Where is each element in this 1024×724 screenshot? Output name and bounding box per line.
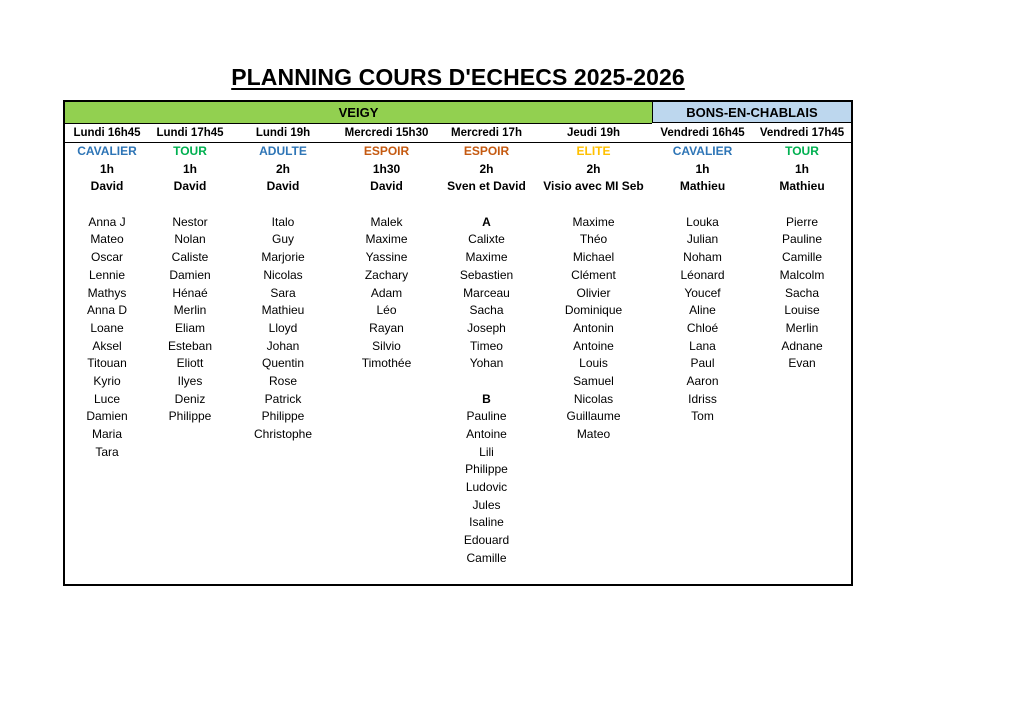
- student-name: Anna D: [86, 303, 128, 318]
- duration-label: 1h: [182, 161, 197, 176]
- class-column: [65, 143, 149, 583]
- student-name: Antonin: [573, 320, 614, 335]
- spacer: [652, 196, 753, 214]
- student-name: Idriss: [688, 391, 717, 406]
- student-name: Aaron: [686, 373, 719, 388]
- student-name: Paul: [690, 356, 715, 371]
- day-header: Mercredi 15h30: [344, 127, 429, 139]
- teacher-label: David: [266, 179, 300, 194]
- student-name: Lennie: [88, 267, 126, 282]
- duration-label: 1h: [695, 161, 710, 176]
- student-name: Caliste: [171, 250, 209, 265]
- student-name: Mathys: [87, 285, 127, 300]
- student-name: Yohan: [469, 356, 504, 371]
- level-label: CAVALIER: [672, 144, 733, 158]
- student-name: Youcef: [684, 285, 721, 300]
- student-name: Loane: [90, 320, 124, 335]
- teacher-label: Sven et David: [447, 179, 526, 194]
- student-name: Damien: [86, 409, 128, 424]
- spacer: [65, 196, 149, 214]
- duration-label: 2h: [479, 161, 494, 176]
- level-label: TOUR: [173, 144, 207, 158]
- student-name: Timeo: [470, 338, 503, 353]
- student-name: Pauline: [466, 409, 507, 424]
- student-name: Mateo: [90, 232, 124, 247]
- student-name: Joseph: [467, 320, 506, 335]
- student-name: Evan: [788, 356, 816, 371]
- spacer: [231, 196, 335, 214]
- class-column: [438, 143, 535, 583]
- student-name: Chloé: [686, 320, 719, 335]
- day-header: Mercredi 17h: [451, 127, 522, 139]
- spacer: [753, 196, 851, 214]
- student-name: Camille: [466, 550, 507, 565]
- student-name: Silvio: [372, 338, 401, 353]
- student-name: Léonard: [680, 267, 725, 282]
- student-name: Philippe: [168, 409, 212, 424]
- student-name: Louka: [686, 214, 719, 229]
- student-name: Dominique: [564, 303, 623, 318]
- student-name: Lloyd: [268, 320, 298, 335]
- student-name: Zachary: [364, 267, 409, 282]
- student-name: Merlin: [173, 303, 207, 318]
- student-name: Edouard: [463, 533, 510, 548]
- student-name: Camille: [781, 250, 822, 265]
- class-column: [652, 143, 753, 583]
- student-name: Damien: [169, 267, 211, 282]
- duration-label: 1h: [794, 161, 809, 176]
- level-label: CAVALIER: [77, 144, 137, 158]
- group-label: A: [482, 214, 491, 229]
- student-name: Italo: [271, 214, 295, 229]
- spacer: [149, 196, 231, 214]
- day-header: Vendredi 17h45: [759, 127, 845, 139]
- page-title: PLANNING COURS D'ECHECS 2025-2026: [231, 64, 685, 90]
- group-label: B: [482, 391, 491, 406]
- student-name: Guy: [271, 232, 294, 247]
- student-name: Timothée: [361, 356, 412, 371]
- student-name: Tom: [691, 409, 714, 424]
- class-column: [753, 143, 851, 583]
- student-name: [438, 373, 535, 391]
- student-name: Rayan: [369, 320, 404, 335]
- level-label: ESPOIR: [463, 144, 510, 158]
- student-name: Noham: [683, 250, 722, 265]
- student-name: Philippe: [465, 462, 508, 477]
- student-name: Adam: [370, 285, 403, 300]
- duration-label: 1h: [99, 161, 114, 176]
- student-name: Merlin: [785, 320, 819, 335]
- teacher-label: Visio avec MI Seb: [543, 179, 644, 194]
- student-name: Antoine: [466, 427, 507, 441]
- student-name: Marjorie: [261, 250, 305, 265]
- teacher-label: David: [90, 179, 124, 194]
- student-name: Mathieu: [261, 303, 305, 318]
- student-name: Nicolas: [573, 391, 614, 406]
- student-name: Maxime: [572, 214, 615, 229]
- class-column: [335, 143, 438, 583]
- student-name: Lili: [479, 444, 494, 459]
- student-name: Maxime: [465, 250, 508, 265]
- student-name: Ludovic: [465, 480, 508, 495]
- student-name: Léo: [376, 303, 397, 318]
- duration-label: 2h: [275, 161, 290, 176]
- student-name: Yassine: [365, 250, 408, 265]
- student-name: Hénaé: [172, 285, 208, 300]
- student-name: Mateo: [576, 427, 611, 441]
- student-name: Titouan: [87, 356, 127, 371]
- student-name: Pierre: [785, 214, 818, 229]
- student-name: Oscar: [90, 250, 123, 265]
- teacher-label: Mathieu: [679, 179, 726, 194]
- student-name: Malek: [370, 214, 403, 229]
- student-name: Pauline: [781, 232, 823, 247]
- student-name: Louis: [579, 356, 608, 371]
- student-name: Sebastien: [459, 267, 514, 282]
- student-name: Malcolm: [779, 267, 825, 282]
- student-name: Quentin: [261, 356, 305, 371]
- spacer: [335, 196, 438, 214]
- student-name: Guillaume: [566, 409, 621, 424]
- student-name: Louise: [784, 303, 820, 318]
- student-name: Kyrio: [93, 373, 121, 388]
- student-name: Nicolas: [263, 267, 303, 282]
- student-name: Théo: [579, 232, 608, 247]
- student-name: Esteban: [167, 338, 213, 353]
- teacher-label: David: [173, 179, 207, 194]
- spacer: [535, 196, 652, 214]
- student-name: Clément: [571, 267, 616, 282]
- student-name: Eliott: [176, 356, 204, 371]
- student-name: Michael: [572, 250, 615, 265]
- student-name: Sacha: [784, 285, 820, 300]
- level-label: ESPOIR: [363, 144, 410, 158]
- location-band-bons-en-chablais: BONS-EN-CHABLAIS: [652, 102, 851, 123]
- student-name: Rose: [268, 373, 297, 388]
- student-name: Nolan: [174, 232, 206, 247]
- student-name: Sacha: [469, 303, 504, 318]
- class-column: [231, 143, 335, 583]
- teacher-label: Mathieu: [779, 179, 825, 194]
- student-name: Maxime: [365, 232, 408, 247]
- student-name: Deniz: [174, 391, 206, 406]
- student-name: Nestor: [172, 214, 208, 229]
- student-name: Samuel: [573, 373, 614, 388]
- teacher-label: David: [370, 179, 403, 194]
- level-label: ADULTE: [259, 144, 307, 158]
- schedule-table: [63, 100, 853, 586]
- student-name: Marceau: [463, 285, 510, 300]
- class-column: [149, 143, 231, 583]
- class-column: [535, 143, 652, 583]
- duration-label: 2h: [586, 161, 601, 176]
- day-header: Vendredi 16h45: [660, 127, 745, 139]
- student-name: Calixte: [468, 232, 505, 247]
- student-name: Tara: [95, 444, 119, 459]
- student-name: Julian: [686, 232, 719, 247]
- location-band-veigy: VEIGY: [65, 102, 652, 124]
- student-name: Aline: [689, 303, 716, 318]
- student-name: Isaline: [469, 515, 504, 530]
- day-header: Lundi 19h: [255, 127, 311, 139]
- level-label: TOUR: [785, 144, 819, 158]
- student-name: Anna J: [88, 214, 126, 229]
- student-name: Luce: [93, 391, 121, 406]
- student-name: Christophe: [253, 427, 313, 441]
- student-name: Jules: [472, 497, 501, 512]
- student-name: Antoine: [573, 338, 614, 353]
- student-name: Olivier: [576, 285, 611, 300]
- student-name: Adnane: [781, 338, 823, 353]
- student-name: Maria: [91, 427, 122, 441]
- level-label: ELITE: [576, 144, 611, 158]
- student-name: Lana: [689, 338, 716, 353]
- day-header: Lundi 17h45: [156, 127, 224, 139]
- student-name: Johan: [266, 338, 300, 353]
- day-header: Lundi 16h45: [73, 127, 141, 139]
- day-header-row: [65, 124, 851, 143]
- day-header: Jeudi 19h: [566, 127, 621, 139]
- student-name: Sara: [270, 285, 296, 300]
- student-name: Ilyes: [177, 373, 203, 388]
- student-name: Patrick: [264, 391, 302, 406]
- student-name: Philippe: [261, 409, 305, 424]
- spacer: [438, 196, 535, 214]
- student-name: Eliam: [174, 320, 205, 335]
- duration-label: 1h30: [372, 161, 401, 176]
- student-name: Aksel: [92, 338, 122, 353]
